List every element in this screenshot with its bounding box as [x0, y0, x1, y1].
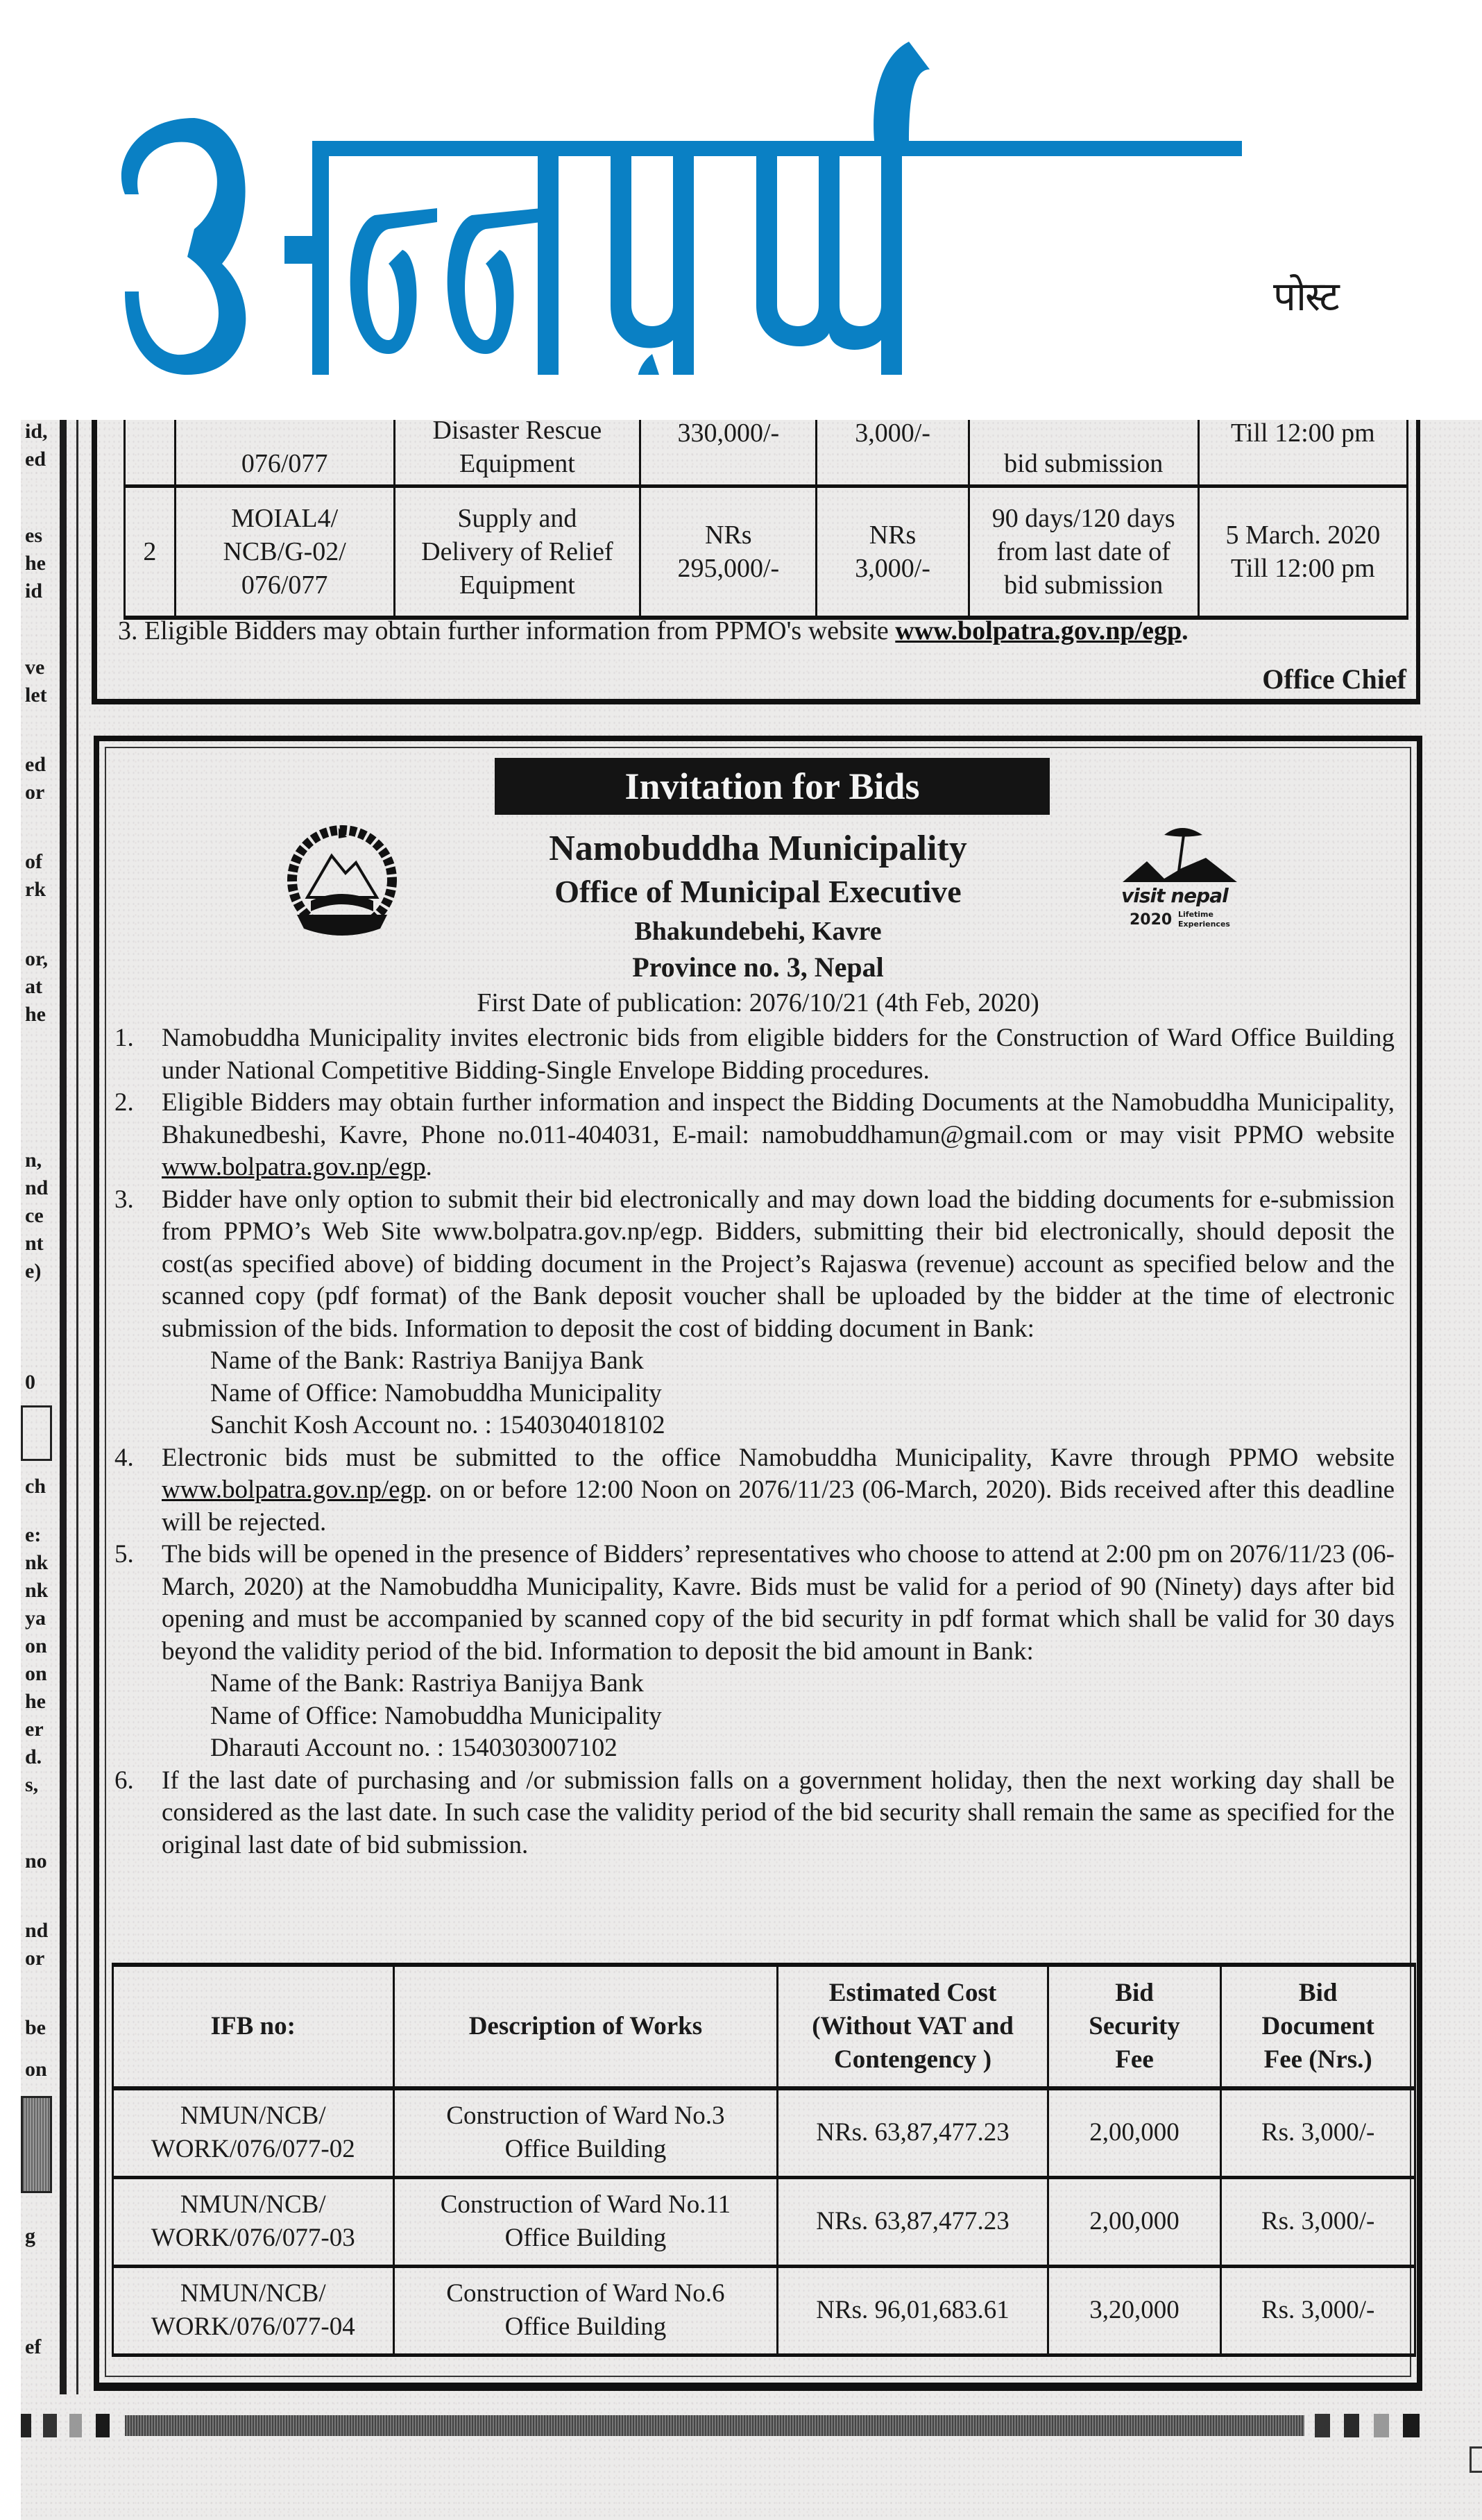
ifb-number: NMUN/NCB/ WORK/076/077-03 — [113, 2177, 394, 2266]
signature: Office Chief — [1262, 663, 1406, 695]
bid-security-fee: 2,00,000 — [1048, 2177, 1221, 2266]
col-header-bid-security: Bid Security Fee — [1048, 1965, 1221, 2088]
column-fragment: er — [25, 1718, 44, 1741]
column-fragment: let — [25, 684, 47, 707]
work-description: Construction of Ward No.6 Office Building — [393, 2266, 778, 2355]
column-fragment: e) — [25, 1260, 42, 1283]
work-description: Construction of Ward No.11 Office Building — [393, 2177, 778, 2266]
inner-border — [105, 747, 1411, 2377]
bid-security-fee: 2,00,000 — [1048, 2088, 1221, 2177]
upper-notice-table — [124, 420, 1408, 620]
col-header-ifb-no: IFB no: — [113, 1965, 394, 2088]
publication-date: First Date of publication: 2076/10/21 (4th Feb, 2020) — [477, 988, 1039, 1017]
account-number: Dharauti Account no. : 1540303007102 — [210, 1734, 618, 1762]
strip-block — [1374, 2414, 1389, 2437]
ppmo-link[interactable]: www.bolpatra.gov.np/egp — [895, 616, 1182, 645]
item-number: 6. — [114, 1766, 134, 1795]
document-fee: Rs. 3,000/- — [1221, 2177, 1415, 2266]
table-row — [125, 420, 1408, 486]
column-fragment: ya — [25, 1607, 46, 1630]
bank-name: Name of the Bank: Rastriya Banijya Bank — [210, 1669, 644, 1698]
list-item — [106, 1539, 1410, 1668]
strip-block — [69, 2414, 82, 2437]
estimated-cost-text: 330,000/- — [677, 421, 780, 448]
adjacent-column-fragments — [21, 420, 59, 2433]
table-row — [125, 486, 1408, 618]
visit-nepal-tagline: Lifetime Experiences — [1178, 910, 1230, 929]
document-fee-cell — [817, 420, 969, 486]
table-row — [113, 2266, 1415, 2355]
estimated-cost: NRs. 63,87,477.23 — [778, 2088, 1048, 2177]
ref-cell: MOIAL4/ NCB/G-02/ 076/077 — [175, 486, 394, 618]
province: Province no. 3, Nepal — [632, 952, 884, 983]
document-fee-cell: NRs 3,000/- — [817, 486, 969, 618]
estimated-cost: NRs. 96,01,683.61 — [778, 2266, 1048, 2355]
column-fragment: ed — [25, 753, 46, 776]
column-fragment: e: — [25, 1523, 42, 1546]
list-item — [106, 1087, 1410, 1184]
page-margin — [0, 420, 21, 2520]
column-fragment: ce — [25, 1204, 44, 1227]
upper-note — [118, 616, 1189, 646]
list-item — [106, 1184, 1410, 1346]
office-name: Name of Office: Namobuddha Municipality — [210, 1378, 662, 1407]
estimated-cost-cell: NRs 295,000/- — [640, 486, 817, 618]
column-fragment: g — [25, 2224, 35, 2247]
table-row — [113, 2177, 1415, 2266]
adjacent-box-edge — [1470, 2446, 1482, 2473]
document-fee-text: 3,000/- — [855, 421, 930, 448]
column-fragment: ef — [25, 2335, 42, 2358]
bid-security-fee: 3,20,000 — [1048, 2266, 1221, 2355]
strip-block — [1344, 2414, 1359, 2437]
ppmo-link[interactable]: www.bolpatra.gov.np/egp — [162, 1475, 426, 1504]
account-number: Sanchit Kosh Account no. : 1540304018102 — [210, 1411, 665, 1439]
deadline-cell — [1198, 420, 1407, 486]
upper-notice — [92, 420, 1420, 704]
column-fragment: ed — [25, 448, 46, 471]
ref-text: 076/077 — [241, 449, 328, 479]
sn-cell — [125, 420, 176, 486]
ifb-number: NMUN/NCB/ WORK/076/077-04 — [113, 2266, 394, 2355]
deadline-cell: 5 March. 2020 Till 12:00 pm — [1198, 486, 1407, 618]
column-fragment: he — [25, 1690, 46, 1713]
work-description: Construction of Ward No.3 Office Building — [393, 2088, 778, 2177]
column-fragment: he — [25, 1003, 46, 1026]
validity-cell — [969, 420, 1198, 486]
column-fragment: d. — [25, 1745, 42, 1768]
visit-nepal-year: 2020 — [1130, 911, 1173, 929]
item-text-end: . — [425, 1153, 432, 1181]
validity-cell: 90 days/120 days from last date of bid submission — [969, 486, 1198, 618]
validity-text: bid submission — [1004, 449, 1164, 479]
address: Bhakundebehi, Kavre — [634, 917, 882, 946]
column-fragment: 0 — [25, 1371, 35, 1394]
note-text: Eligible Bidders may obtain further information from PPMO's website — [144, 616, 889, 645]
item-text-end: . on or before 12:00 Noon on 2076/11/23 (06-March, 2020). Bids received after this deadline will be rejected. — [162, 1475, 1395, 1537]
item-number: 3. — [114, 1185, 134, 1214]
column-fragment: nk — [25, 1551, 49, 1574]
office-name: Office of Municipal Executive — [554, 874, 962, 909]
strip-block — [1315, 2414, 1330, 2437]
table-header-row — [113, 1965, 1415, 2088]
column-fragment: es — [25, 524, 42, 547]
note-end: . — [1182, 616, 1189, 645]
list-item — [106, 1442, 1410, 1539]
column-fragment: nk — [25, 1579, 49, 1602]
item-number: 2. — [114, 1088, 134, 1117]
invitation-for-bids-notice — [94, 736, 1422, 2391]
item-text: Namobuddha Municipality invites electronic bids from eligible bidders for the Construction of Ward Office Building under National Competitive Bidding-Single Envelope Bidding procedures. — [162, 1024, 1395, 1085]
document-fee: Rs. 3,000/- — [1221, 2088, 1415, 2177]
column-fragment: on — [25, 1662, 47, 1685]
bank-details — [106, 1668, 1410, 1765]
item-text: If the last date of purchasing and /or submission falls on a government holiday, then the next working day shall be considered as the last date. In such case the validity period of the bid security shall remain the same as specified for the original last date of bid submission. — [162, 1766, 1395, 1859]
item-text: Eligible Bidders may obtain further information and inspect the Bidding Documents at the Namobuddha Municipality, Bhakunedbeshi, Kavre, Phone no.011-404031, E-mail: namobuddhamun@gmail.com or may visit PPMO website — [162, 1088, 1395, 1149]
column-fragment: on — [25, 2058, 47, 2081]
estimated-cost: NRs. 63,87,477.23 — [778, 2177, 1048, 2266]
description-cell: Supply and Delivery of Relief Equipment — [394, 486, 640, 618]
note-number: 3. — [118, 616, 138, 645]
masthead — [0, 0, 1482, 420]
decorative-strip — [125, 2415, 1304, 2436]
table-row — [113, 2088, 1415, 2177]
strip-block — [1403, 2414, 1420, 2437]
col-header-document-fee: Bid Document Fee (Nrs.) — [1221, 1965, 1415, 2088]
column-fragment: s, — [25, 1773, 39, 1796]
column-fragment: id, — [25, 420, 48, 443]
column-fragment: ch — [25, 1475, 46, 1498]
sn-cell: 2 — [125, 486, 176, 618]
column-fragment: id — [25, 580, 43, 602]
ref-cell — [175, 420, 394, 486]
deadline-text: Till 12:00 pm — [1231, 421, 1375, 448]
visit-nepal-text: visit nepal — [1121, 884, 1228, 907]
annapurna-logo — [111, 28, 1304, 375]
column-rule-thick — [60, 420, 67, 2394]
column-fragment: n, — [25, 1149, 42, 1172]
column-fragment: or — [25, 1947, 45, 1970]
item-number: 4. — [114, 1443, 134, 1472]
notice-items — [106, 1022, 1410, 1861]
description-text: Disaster Rescue Equipment — [432, 421, 602, 479]
column-fragment: nt — [25, 1232, 44, 1255]
column-fragment: nd — [25, 1176, 49, 1199]
office-name: Name of Office: Namobuddha Municipality — [210, 1701, 662, 1730]
item-number: 1. — [114, 1024, 134, 1052]
column-fragment: he — [25, 552, 46, 575]
col-header-estimated-cost: Estimated Cost (Without VAT and Contengency ) — [778, 1965, 1048, 2088]
column-fragment: on — [25, 1634, 47, 1657]
list-item — [106, 1022, 1410, 1087]
list-item — [106, 1765, 1410, 1862]
column-fragment: of — [25, 850, 42, 873]
item-number: 5. — [114, 1540, 134, 1568]
bank-name: Name of the Bank: Rastriya Banijya Bank — [210, 1346, 644, 1375]
column-fragment: no — [25, 1850, 47, 1872]
item-text: Electronic bids must be submitted to the office Namobuddha Municipality, Kavre through PPMO website — [162, 1443, 1395, 1472]
bank-details — [106, 1345, 1410, 1442]
organization-name: Namobuddha Municipality — [549, 829, 967, 868]
column-fragment: at — [25, 975, 42, 998]
strip-block — [96, 2414, 110, 2437]
logo-suffix: पोस्ट — [1273, 273, 1338, 320]
column-fragment: ve — [25, 656, 45, 679]
item-text: Bidder have only option to submit their bid electronically and may down load the bidding documents for e-submission from PPMO’s Web Site www.bolpatra.gov.np/egp. Bidders, submitting their bid electronically, should deposit the cost(as specified above) of bidding document in the Project’s Rajaswa (revenue) account as specified below and the scanned copy (pdf format) of the Bank deposit voucher shall be uploaded by the bidder at the time of electronic submission of the bids. Information to deposit the cost of bidding document in Bank: — [162, 1185, 1395, 1343]
notice-banner: Invitation for Bids — [495, 758, 1050, 815]
column-fragment: be — [25, 2016, 46, 2039]
col-header-description: Description of Works — [393, 1965, 778, 2088]
estimated-cost-cell — [640, 420, 817, 486]
ppmo-link[interactable]: www.bolpatra.gov.np/egp — [162, 1153, 426, 1181]
column-fragment: rk — [25, 878, 46, 901]
item-text: The bids will be opened in the presence of Bidders’ representatives who choose to attend at 2:00 pm on 2076/11/23 (06-March, 2020) at the Namobuddha Municipality, Kavre. Bids must be valid for a period of 90 (Ninety) days after bid opening and must be accompanied by scanned copy of the bid security in pdf format which shall be valid for 30 days beyond the validity period of the bid. Information to deposit the bid amount in Bank: — [162, 1540, 1395, 1666]
ifb-number: NMUN/NCB/ WORK/076/077-02 — [113, 2088, 394, 2177]
column-fragment: or — [25, 781, 45, 804]
description-cell — [394, 420, 640, 486]
column-fragment: nd — [25, 1919, 49, 1942]
bid-table — [112, 1963, 1416, 2357]
document-fee: Rs. 3,000/- — [1221, 2266, 1415, 2355]
column-rule-thin — [76, 420, 78, 2394]
column-fragment: or, — [25, 947, 49, 970]
